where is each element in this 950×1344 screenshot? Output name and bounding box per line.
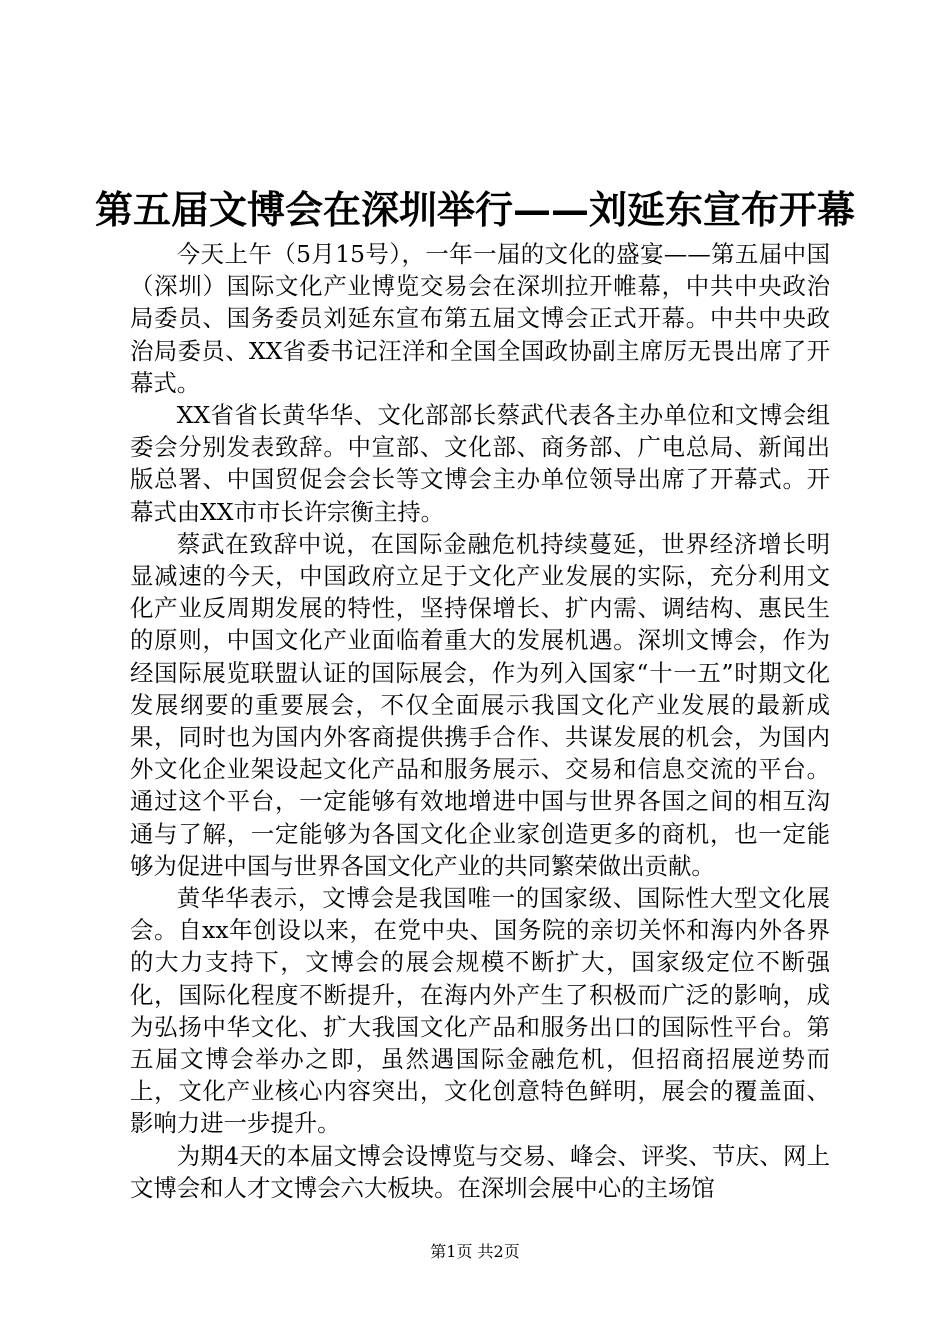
paragraph-cai-wu: 蔡武在致辞中说，在国际金融危机持续蔓延，世界经济增长明显减速的今天，中国政府立足于文化产业发展的实际，充分利用文化产业反周期发展的特性，坚持保增长、扩内需、调结构、惠民生的原则，中国文化产业面临着重大的发展机遇。深圳文博会，作为经国际展览联盟认证的国际展会，作为列入国家“十一五”时期文化发展纲要的重要展会，不仅全面展示我国文化产业发展的最新成果，同时也为国内外客商提供携手合作、共谋发展的机会，为国内外文化企业架设起文化产品和服务展示、交易和信息交流的平台。通过这个平台，一定能够有效地增进中国与世界各国之间的相互沟通与了解，一定能够为各国文化企业家创造更多的商机，也一定能够为促进中国与世界各国文化产业的共同繁荣做出贡献。 [130,529,830,880]
document-title: 第五届文博会在深圳举行——刘延东宣布开幕 [94,187,855,232]
paragraph-speeches: XX省省长黄华华、文化部部长蔡武代表各主办单位和文博会组委会分别发表致辞。中宣部、文化部、商务部、广电总局、新闻出版总署、中国贸促会会长等文博会主办单位领导出席了开幕式。开幕式由XX市市长许宗衡主持。 [130,401,830,526]
page-number-footer: 第1页 共2页 [430,1242,520,1261]
paragraph-sections: 为期4天的本届文博会设博览与交易、峰会、评奖、节庆、网上文博会和人才文博会六大板块。在深圳会展中心的主场馆 [130,1141,830,1202]
document-body [130,238,830,1204]
paragraph-opening: 今天上午（5月15号），一年一届的文化的盛宴——第五届中国（深圳）国际文化产业博览交易会在深圳拉开帷幕，中共中央政治局委员、国务委员刘延东宣布第五届文博会正式开幕。中共中央政治局委员、XX省委书记汪洋和全国全国政协副主席厉无畏出席了开幕式。 [130,240,830,397]
paragraph-huang-huahua: 黄华华表示，文博会是我国唯一的国家级、国际性大型文化展会。自xx年创设以来，在党中央、国务院的亲切关怀和海内外各界的大力支持下，文博会的展会规模不断扩大，国家级定位不断强化，国际化程度不断提升，在海内外产生了积极而广泛的影响，成为弘扬中华文化、扩大我国文化产品和服务出口的国际性平台。第五届文博会举办之即，虽然遇国际金融危机，但招商招展逆势而上，文化产业核心内容突出，文化创意特色鲜明，展会的覆盖面、影响力进一步提升。 [130,884,830,1138]
